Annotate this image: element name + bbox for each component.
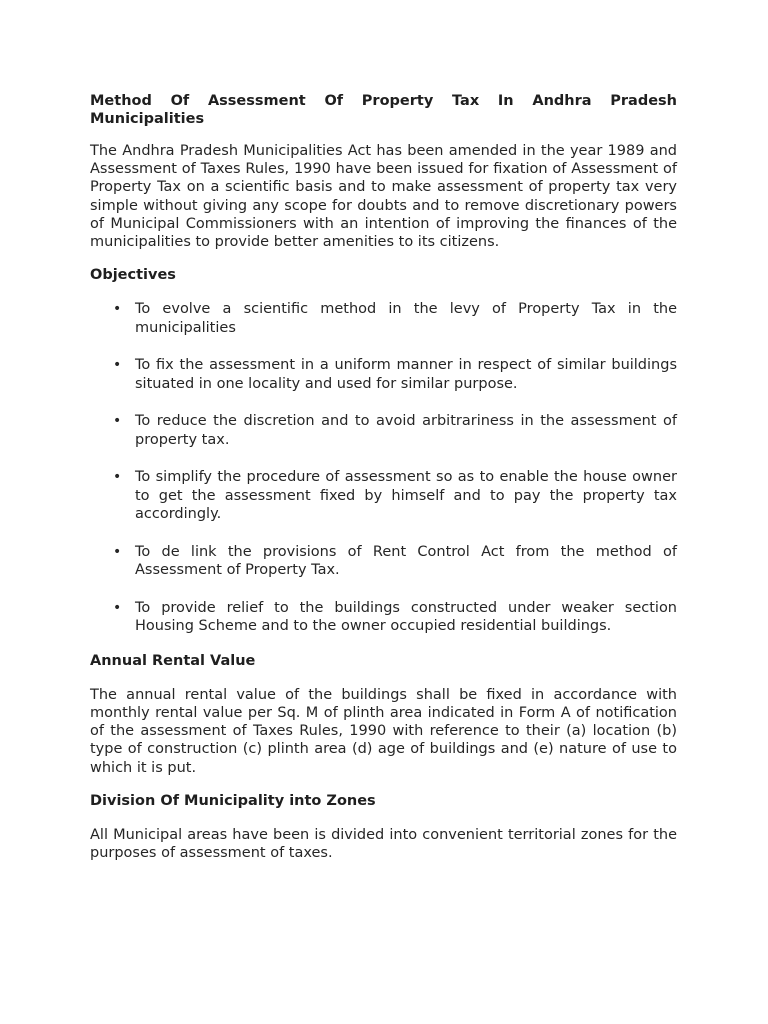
zones-heading: Division Of Municipality into Zones (90, 792, 376, 809)
list-item (90, 412, 677, 449)
objectives-list (90, 300, 677, 636)
objective-text: To provide relief to the buildings constructed under weaker section Housing Scheme and to the owner occupied residential buildings. (135, 599, 677, 635)
bullet-icon: • (113, 543, 122, 560)
objective-text: To fix the assessment in a uniform manner in respect of similar buildings situated in one locality and used for similar purpose. (135, 357, 677, 392)
objective-text: To simplify the procedure of assessment so as to enable the house owner to get the assessment fixed by himself and to pay the property tax accordingly. (135, 469, 677, 523)
list-item (90, 468, 677, 524)
objectives-heading: Objectives (90, 267, 176, 284)
document-title: Method Of Assessment Of Property Tax In Andhra Pradesh Municipalities (90, 93, 677, 127)
annual-rental-value-heading: Annual Rental Value (90, 652, 256, 669)
list-item (90, 300, 677, 337)
annual-rental-value-paragraph: The annual rental value of the buildings shall be fixed in accordance with monthly rental value per Sq. M of plinth area indicated in Form A of notification of the assessment of Taxes Rules, 1990 with reference to their (a) location (b) type of construction (c) plinth area (d) age of buildings and (e) nature of use to which it is put. (90, 686, 677, 776)
intro-paragraph: The Andhra Pradesh Municipalities Act has been amended in the year 1989 and Assessment of Taxes Rules, 1990 have been issued for fixation of Assessment of Property Tax on a scientific basis and to make assessment of property tax very simple without giving any scope for doubts and to remove discretionary powers of Municipal Commissioners with an intention of improving the finances of the municipalities to provide better amenities to its citizens. (90, 143, 677, 251)
bullet-icon: • (113, 357, 122, 374)
bullet-icon: • (113, 301, 122, 318)
objective-text: To evolve a scientific method in the levy of Property Tax in the municipalities (135, 301, 677, 336)
list-item (90, 356, 677, 393)
bullet-icon: • (113, 469, 122, 486)
list-item (90, 543, 677, 580)
objective-text: To de link the provisions of Rent Control Act from the method of Assessment of Property Tax. (135, 543, 677, 579)
document-page (90, 92, 677, 877)
bullet-icon: • (113, 599, 122, 616)
bullet-icon: • (113, 413, 122, 430)
list-item (90, 599, 677, 636)
zones-paragraph: All Municipal areas have been is divided into convenient territorial zones for the purposes of assessment of taxes. (90, 826, 677, 861)
objective-text: To reduce the discretion and to avoid arbitrariness in the assessment of property tax. (135, 413, 677, 448)
